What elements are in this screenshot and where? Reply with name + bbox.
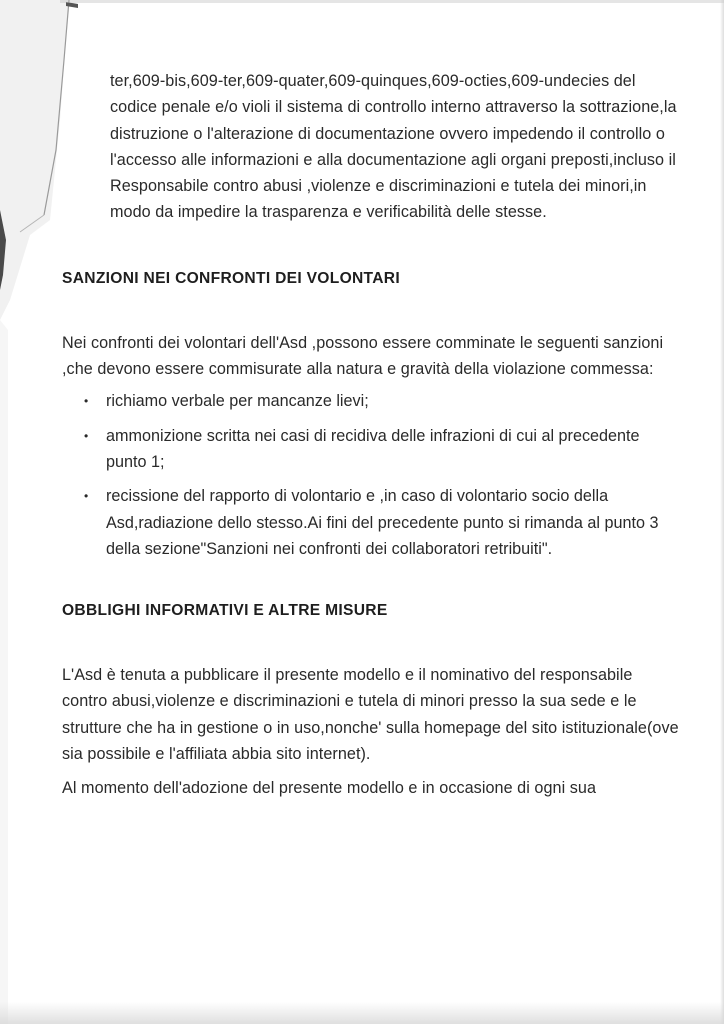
document-body xyxy=(62,68,682,802)
intro-paragraph: ter,609-bis,609-ter,609-quater,609-quinques,609-octies,609-undecies del codice penale e/o violi il sistema di controllo interno attraverso la sottrazione,la distruzione o l'alterazione di documentazione ovvero impedendo il controllo o l'accesso alle informazioni e alla documentazione agli organi preposti,incluso il Responsabile contro abusi ,violenze e discriminazioni e tutela dei minori,in modo da impedire la trasparenza e verificabilità delle stesse. xyxy=(110,72,677,222)
obblighi-paragraph-2: Al momento dell'adozione del presente modello e in occasione di ogni sua xyxy=(62,779,597,798)
scan-top-edge xyxy=(60,0,724,3)
heading-obblighi-informativi: OBBLIGHI INFORMATIVI E ALTRE MISURE xyxy=(62,602,388,620)
sanzioni-list xyxy=(62,388,682,562)
list-item xyxy=(84,423,682,476)
bullet-icon: • xyxy=(84,428,89,443)
scan-bottom-shadow xyxy=(0,1002,724,1024)
list-item-text: ammonizione scritta nei casi di recidiva delle infrazioni di cui al precedente punto 1; xyxy=(106,426,640,471)
list-item xyxy=(84,388,682,414)
bullet-icon: • xyxy=(84,394,89,409)
heading-sanzioni-volontari: SANZIONI NEI CONFRONTI DEI VOLONTARI xyxy=(62,269,400,287)
list-item-text: recissione del rapporto di volontario e ,in caso di volontario socio della Asd,radiazione dello stesso.Ai fini del precedente punto si rimanda al punto 3 della sezione"Sanzioni nei confronti dei collaboratori retribuiti". xyxy=(106,487,659,558)
list-item xyxy=(84,483,682,562)
obblighi-paragraph-1: L'Asd è tenuta a pubblicare il presente modello e il nominativo del responsabile contro abusi,violenze e discriminazioni e tutela di minori presso la sua sede e le strutture che ha in gestione o in uso,nonche' sulla homepage del sito istituzionale(ove sia possibile e l'affiliata abbia sito internet). xyxy=(62,666,679,764)
bullet-icon: • xyxy=(84,489,89,504)
list-item-text: richiamo verbale per mancanze lievi; xyxy=(106,392,369,411)
volontari-paragraph: Nei confronti dei volontari dell'Asd ,possono essere comminate le seguenti sanzioni ,che devono essere commisurate alla natura e gravità della violazione commessa: xyxy=(62,333,664,379)
scan-right-edge xyxy=(720,0,724,1024)
